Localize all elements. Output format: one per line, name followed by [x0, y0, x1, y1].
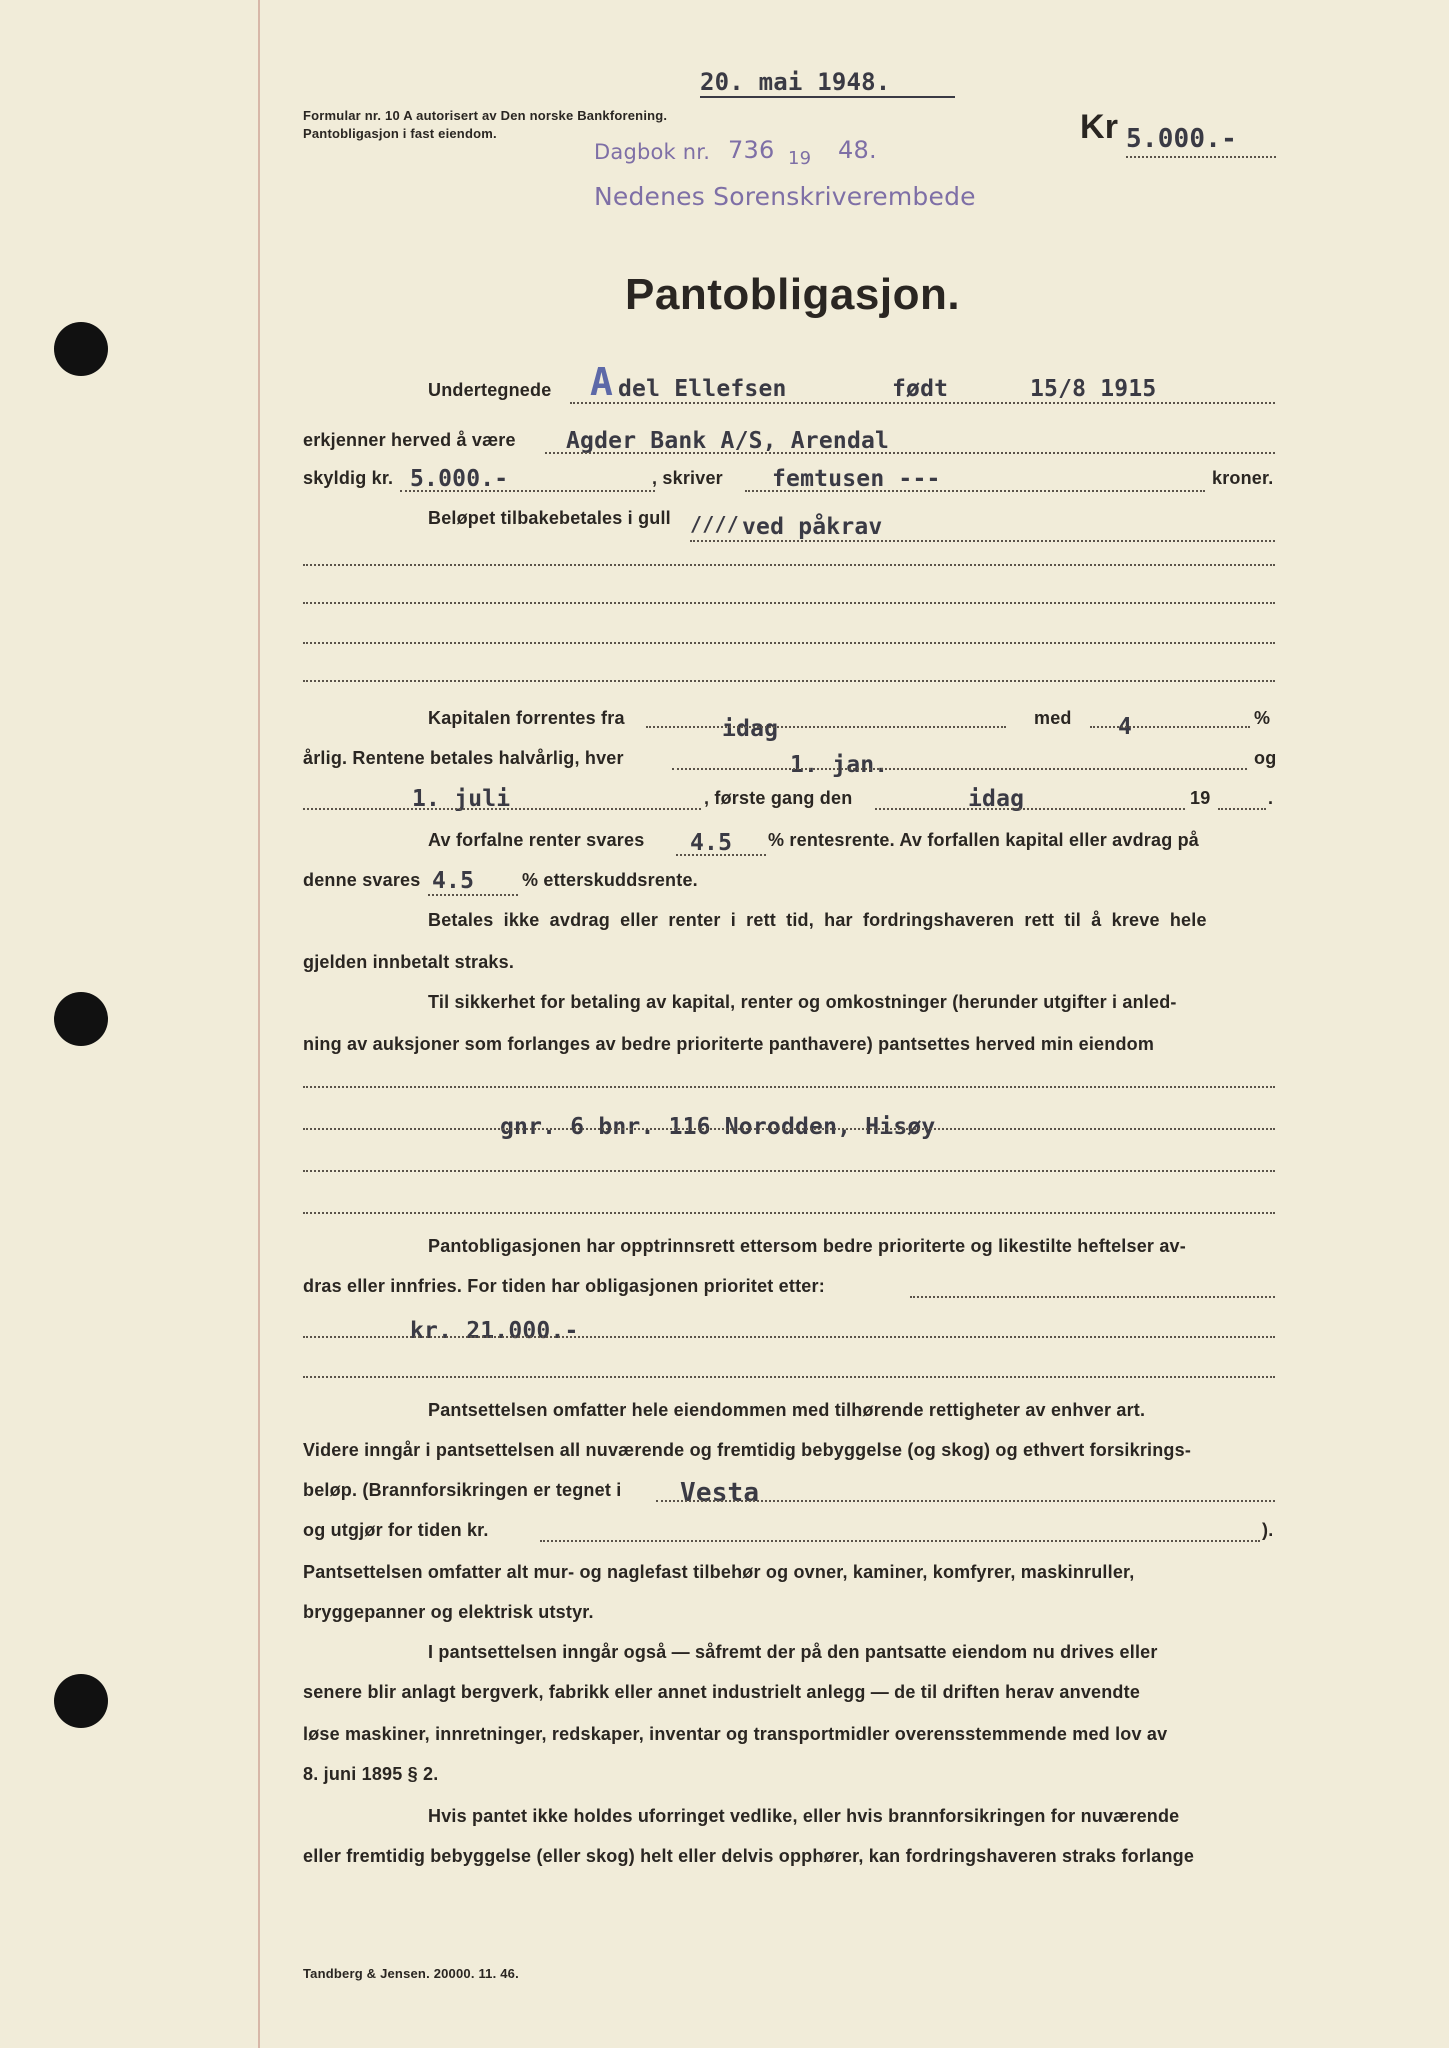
blank-line-2 [303, 602, 1275, 604]
interest-from-line [646, 726, 1006, 728]
amount-prefix: Kr [1080, 108, 1119, 146]
property-line-3 [303, 1170, 1275, 1172]
interest-pct: % [1254, 708, 1271, 728]
renter-rate: 4.5 [690, 830, 733, 856]
p4-line1: Pantsettelsen omfatter hele eiendommen med tilhørende rettigheter av enhver art. [428, 1400, 1146, 1420]
interest-rate: 4 [1118, 714, 1133, 740]
undertegnede-label: Undertegnede [428, 380, 552, 400]
p3-line2: dras eller innfries. For tiden har obligasjonen prioritet etter: [303, 1276, 825, 1296]
p2-line1: Til sikkerhet for betaling av kapital, renter og omkostninger (herunder utgifter i anled- [428, 992, 1177, 1012]
interest-rate-line [1090, 726, 1250, 728]
creditor-line [545, 452, 1275, 454]
property-line-1 [303, 1086, 1275, 1088]
blank-line-3 [303, 642, 1275, 644]
p4-line4-end: ). [1262, 1520, 1274, 1540]
name-initial: A [590, 360, 614, 404]
repay-strike-mark: //// [690, 512, 739, 536]
p4-line5: Pantsettelsen omfatter alt mur- og naglefast tilbehør og ovner, kaminer, komfyrer, maskinruller, [303, 1562, 1135, 1582]
sum-words: femtusen --- [772, 466, 941, 492]
insurer-line [656, 1500, 1275, 1502]
first-payment: idag [968, 786, 1025, 812]
name-line [570, 402, 1275, 404]
property-value: gnr. 6 bnr. 116 Norodden, Hisøy [500, 1114, 936, 1140]
priority-value: kr. 21.000.- [410, 1318, 579, 1344]
amount-value: 5.000.- [1126, 124, 1237, 154]
med-label: med [1034, 708, 1072, 728]
date-underline [700, 96, 955, 98]
p5-line3: løse maskiner, innretninger, redskaper, inventar og transportmidler overensstemmende med lov av [303, 1724, 1168, 1744]
document-title: Pantobligasjon. [625, 270, 961, 319]
born-date: 15/8 1915 [1030, 376, 1157, 402]
p5-line1: I pantsettelsen inngår også — såfremt der på den pantsatte eiendom nu drives eller [428, 1642, 1158, 1662]
denne-svares-label: denne svares [303, 870, 421, 890]
dagbok-number: 736 [728, 136, 775, 164]
p5-line2: senere blir anlagt bergverk, fabrikk eller annet industrielt anlegg — de til driften herav anvendte [303, 1682, 1141, 1702]
dagbok-year: 48. [838, 136, 877, 164]
p1-line1: Betales ikke avdrag eller renter i rett tid, har fordringshaveren rett til å kreve hele [428, 910, 1207, 930]
printer-footer: Tandberg & Jensen. 20000. 11. 46. [303, 1966, 519, 1981]
payment-date-1-line [672, 768, 1247, 770]
name-value: del Ellefsen [618, 376, 787, 402]
year-line [1218, 808, 1266, 810]
p4-line6: bryggepanner og elektrisk utstyr. [303, 1602, 594, 1622]
insurer-value: Vesta [680, 1478, 760, 1508]
office-stamp: Nedenes Sorenskriverembede [594, 182, 976, 211]
repay-line [690, 540, 1275, 542]
punch-hole-middle [54, 992, 108, 1046]
creditor-value: Agder Bank A/S, Arendal [566, 428, 890, 454]
first-payment-line [875, 808, 1185, 810]
sum-words-line [745, 490, 1205, 492]
p1-line2: gjelden innbetalt straks. [303, 952, 515, 972]
blank-line-4 [303, 680, 1275, 682]
dagbok-year-prefix: 19 [788, 148, 812, 169]
payment-date-1: 1. jan. [790, 752, 889, 778]
etterskudd-text: % etterskuddsrente. [522, 870, 698, 890]
etter-rate: 4.5 [432, 868, 475, 894]
skriver-label: , skriver [652, 468, 723, 488]
og-label: og [1254, 748, 1277, 768]
p3-line1: Pantobligasjonen har opptrinnsrett ettersom bedre prioriterte og likestilte heftelser av- [428, 1236, 1186, 1256]
p6-line2: eller fremtidig bebyggelse (eller skog) helt eller delvis opphører, kan fordringshaveren straks forlange [303, 1846, 1195, 1866]
blank-line-1 [303, 564, 1275, 566]
payment-date-2: 1. juli [412, 786, 511, 812]
p4-line4: og utgjør for tiden kr. [303, 1520, 489, 1540]
rentesrente-text: % rentesrente. Av forfallen kapital eller avdrag på [768, 830, 1200, 850]
payment-date-2-line [303, 808, 701, 810]
interest-from-value: idag [722, 716, 779, 742]
skyldig-label: skyldig kr. [303, 468, 394, 488]
halvarlig-label: årlig. Rentene betales halvårlig, hver [303, 748, 624, 768]
renter-rate-line [676, 854, 766, 856]
priority-line-2 [303, 1376, 1275, 1378]
priority-line-0 [910, 1296, 1275, 1298]
amount-line [1126, 156, 1276, 158]
form-note-1: Formular nr. 10 A autorisert av Den norske Bankforening. [303, 108, 668, 123]
date-stamp: 20. mai 1948. [700, 68, 891, 96]
interest-from-label: Kapitalen forrentes fra [428, 708, 625, 728]
kroner-label: kroner. [1212, 468, 1274, 488]
renter-label: Av forfalne renter svares [428, 830, 645, 850]
property-line-2 [303, 1128, 1275, 1130]
etter-rate-line [428, 894, 518, 896]
p6-line1: Hvis pantet ikke holdes uforringet vedlike, eller hvis brannforsikringen for nuværende [428, 1806, 1180, 1826]
repay-terms: ved påkrav [742, 514, 883, 540]
sum-value: 5.000.- [410, 466, 509, 492]
p5-line4: 8. juni 1895 § 2. [303, 1764, 439, 1784]
p4-line3: beløp. (Brannforsikringen er tegnet i [303, 1480, 622, 1500]
form-note-2: Pantobligasjon i fast eiendom. [303, 126, 497, 141]
property-line-4 [303, 1212, 1275, 1214]
sum-line [400, 490, 655, 492]
priority-line-1 [303, 1336, 1275, 1338]
punch-hole-top [54, 322, 108, 376]
p4-line2: Videre inngår i pantsettelsen all nuværende og fremtidig bebyggelse (og skog) og ethvert forsikrings- [303, 1440, 1192, 1460]
year-period: . [1268, 788, 1274, 808]
p2-line2: ning av auksjoner som forlanges av bedre prioriterte panthavere) pantsettes herved min eiendom [303, 1034, 1155, 1054]
forste-label: , første gang den [704, 788, 853, 808]
year-19: 19 [1190, 788, 1211, 808]
insurance-amount-line [540, 1540, 1260, 1542]
born-label: født [892, 376, 949, 402]
dagbok-label: Dagbok nr. [594, 140, 711, 164]
margin-line [258, 0, 260, 2048]
erkjenner-label: erkjenner herved å være [303, 430, 516, 450]
belopet-label: Beløpet tilbakebetales i gull [428, 508, 671, 528]
punch-hole-bottom [54, 1674, 108, 1728]
